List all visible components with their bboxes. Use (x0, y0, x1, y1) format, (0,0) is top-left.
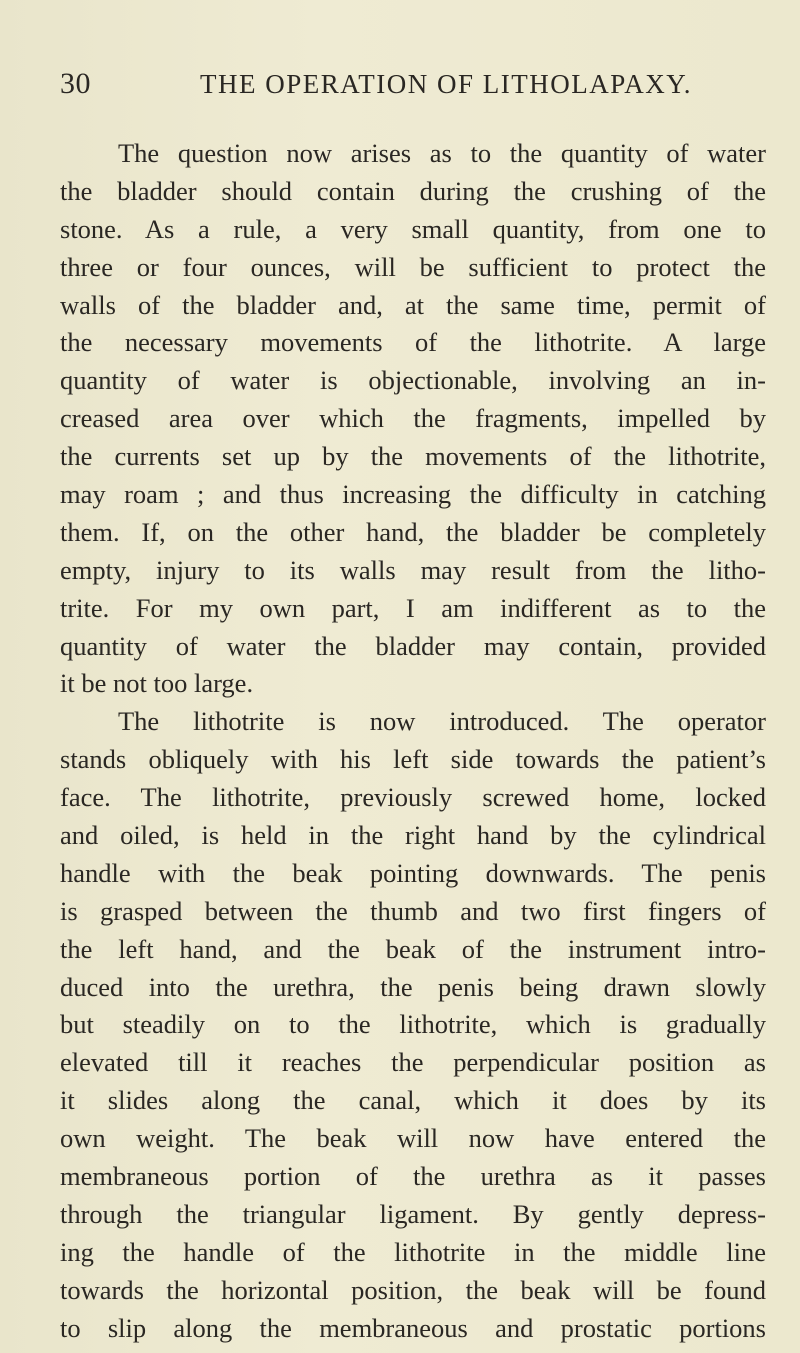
text-line: them. If, on the other hand, the bladder be completely (60, 516, 766, 547)
text-line: may roam ; and thus increasing the difficulty in catching (60, 479, 766, 510)
text-line: quantity of water is objectionable, involving an in- (60, 365, 766, 396)
text-line: creased area over which the fragments, impelled by (60, 403, 766, 434)
text-line: quantity of water the bladder may contain, provided (60, 630, 766, 661)
text-line: three or four ounces, will be sufficient to protect the (60, 251, 766, 282)
text-line: towards the horizontal position, the beak will be found (60, 1274, 766, 1305)
text-line: and oiled, is held in the right hand by the cylindrical (60, 820, 766, 851)
text-line: handle with the beak pointing downwards. The penis (60, 857, 766, 888)
paragraph-water-quantity (60, 135, 766, 703)
page-header (60, 64, 740, 104)
text-line: trite. For my own part, I am indifferent as to the (60, 592, 766, 623)
text-line: to slip along the membraneous and prostatic portions (60, 1312, 766, 1343)
text-line: duced into the urethra, the penis being drawn slowly (60, 971, 766, 1002)
text-line: but steadily on to the lithotrite, which is gradually (60, 1009, 766, 1040)
text-line: own weight. The beak will now have entered the (60, 1123, 766, 1154)
page-number: 30 (60, 67, 91, 100)
text-line: The lithotrite is now introduced. The operator (118, 706, 766, 737)
text-line: stone. As a rule, a very small quantity, from one to (60, 213, 766, 244)
text-line: the currents set up by the movements of the lithotrite, (60, 441, 766, 472)
text-line: ing the handle of the lithotrite in the middle line (60, 1236, 766, 1267)
text-line: it slides along the canal, which it does by its (60, 1085, 766, 1116)
text-line: is grasped between the thumb and two first fingers of (60, 895, 766, 926)
text-line: it be not too large. (60, 668, 254, 699)
text-line: through the triangular ligament. By gently depress- (60, 1198, 766, 1229)
text-line: elevated till it reaches the perpendicular position as (60, 1047, 766, 1078)
text-line: membraneous portion of the urethra as it passes (60, 1161, 766, 1192)
running-head: THE OPERATION OF LITHOLAPAXY. (200, 69, 693, 99)
text-line: The question now arises as to the quantity of water (118, 138, 766, 168)
text-line: stands obliquely with his left side towards the patient’s (60, 744, 766, 775)
text-line: the bladder should contain during the crushing of the (60, 175, 766, 206)
text-line: empty, injury to its walls may result from the litho- (60, 554, 766, 585)
text-line: face. The lithotrite, previously screwed home, locked (60, 782, 766, 813)
text-line: the necessary movements of the lithotrite. A large (60, 327, 766, 358)
text-line: walls of the bladder and, at the same time, permit of (60, 289, 766, 320)
text-line: the left hand, and the beak of the instrument intro- (60, 933, 766, 964)
body-text (60, 135, 766, 1348)
paragraph-lithotrite-introduction (60, 703, 766, 1347)
